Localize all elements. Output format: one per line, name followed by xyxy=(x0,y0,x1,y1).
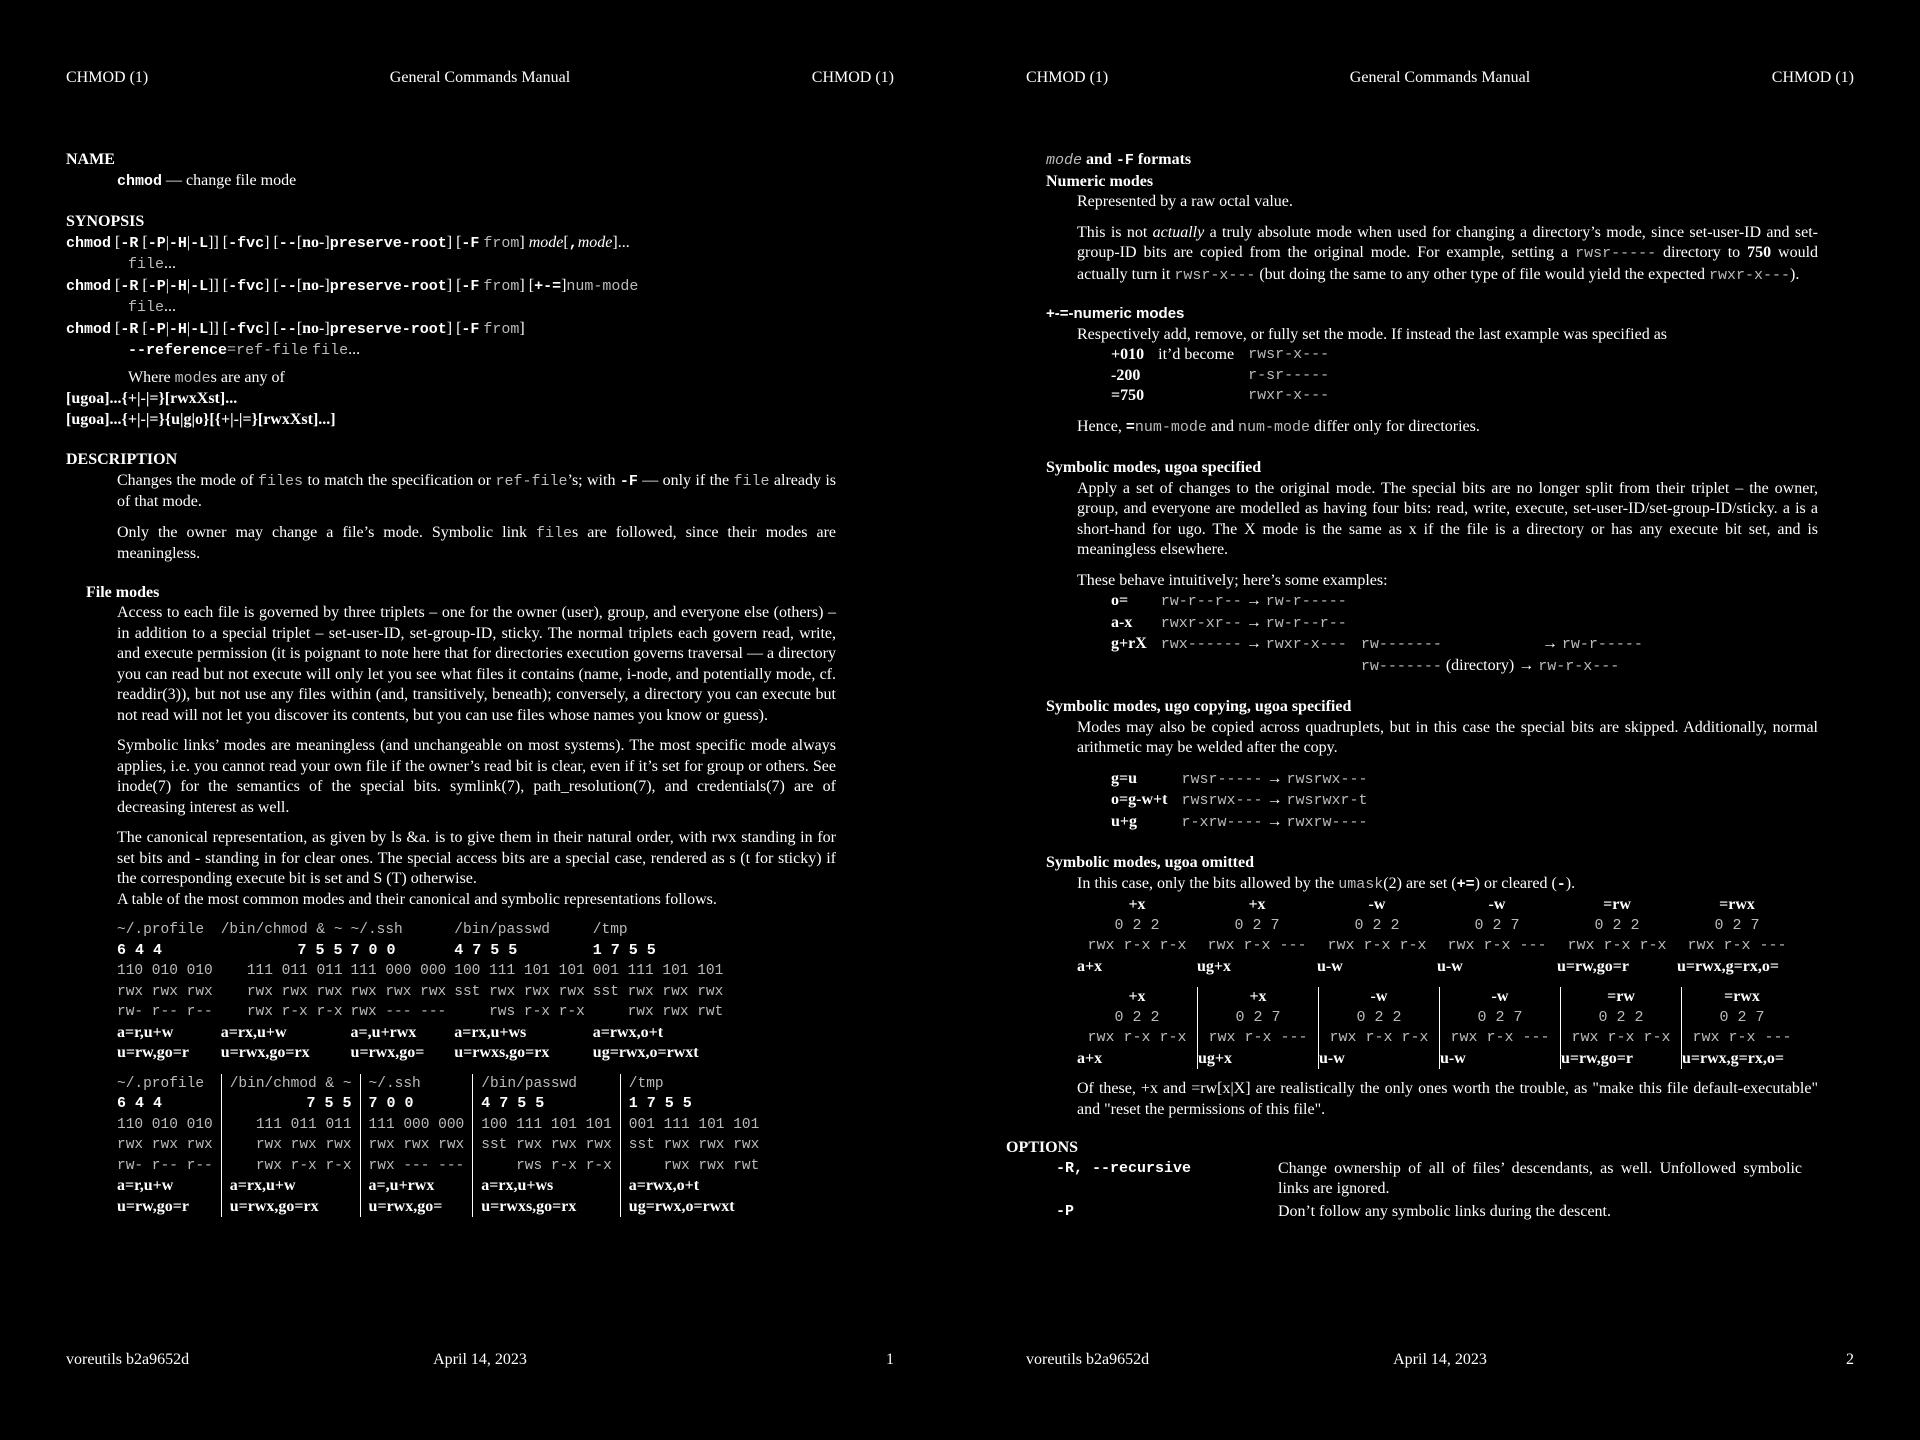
synopsis-block xyxy=(66,233,836,431)
footer-page-number: 1 xyxy=(886,1351,894,1368)
footer-left: voreutils b2a9652d xyxy=(66,1351,190,1368)
description-para-2: Only the owner may change a file’s mode. Symbolic link files are followed, since their modes are meaningless. xyxy=(117,523,836,562)
file-modes-block xyxy=(117,603,836,1217)
footer-center: April 14, 2023 xyxy=(1393,1351,1487,1368)
section-description-heading: DESCRIPTION xyxy=(66,451,178,468)
example-row: rw------- (directory) → rw-r-x--- xyxy=(1360,656,1620,675)
modes-table-ruled: ~/.profile /bin/chmod & ~ ~/.ssh /bin/passwd /tmp 6 4 4 7 5 5 7 0 0 4 7 5 5 1 7 5 5 110 010 010 111 011 011 111 000 000 100 111 101 101 001 111 101 101 rwx rwx rwx rwx rwx rwx rwx rwx rwx sst rwx rwx rwx sst rwx rwx rwx rw- r-- r-- rwx r-x r-x rwx --- --- rws r-x r-x rwx rwx rwt a=r,u+w a=rx,u+w a=,u+rwx a=rx,u+ws a=rwx,o+t u=rw,go=r u=rwx,go=rx u=rwx,go= u=rwxs,go=rx ug=rwx,o=rwxt xyxy=(117,1074,767,1218)
name-line xyxy=(117,171,836,193)
command-name: chmod xyxy=(117,172,163,190)
omitted-para-1: In this case, only the bits allowed by the umask(2) are set (+=) or cleared (-). xyxy=(1077,874,1576,893)
symbolic-para-2: These behave intuitively; here’s some examples: xyxy=(1077,571,1388,589)
modes-table-row-rwx: rwx rwx rwx rwx rwx rwx rwx rwx rwx sst rwx rwx rwx sst rwx rwx rwx xyxy=(117,983,724,1000)
header-center: General Commands Manual xyxy=(389,69,571,86)
symbolic-para-1: Apply a set of changes to the original mode. The special bits are no longer split from their triplet – the owner, group, and everyone are modelled as having four bits: read, write, execute, set-user-ID/set-group-ID/sticky. a is a short-hand for ugo. The X mode is the same as x if the file is a directory or has any execute bit set, and is meaningless elsewhere. xyxy=(1077,479,1818,558)
section-synopsis-heading: SYNOPSIS xyxy=(66,213,145,230)
modes-table-row-path: ~/.profile /bin/chmod & ~ ~/.ssh /bin/passwd /tmp xyxy=(117,922,628,938)
file-modes-para-2: Symbolic links’ modes are meaningless (and unchangeable on most systems). The most specific mode always applies, i.e. you cannot read your own file if the owner’s read bit is clear, even if it’s set for group or others. See inode(7) for the semantics of the special bits. symlink(7), path_resolution(7), and credentials(7) are of decreasing interest as well. xyxy=(117,737,836,816)
synopsis-line-2: chmod [-R [-P|-H|-L]] [-fvc] [--[no-]preserve-root] [-F from] [+-=]num-mode xyxy=(66,276,639,295)
numeric-modes-block xyxy=(1077,192,1818,286)
page-footer xyxy=(66,1350,894,1370)
pm-numeric-block xyxy=(1077,325,1818,439)
header-left: CHMOD (1) xyxy=(1026,69,1109,86)
formats-heading: mode and -F formats xyxy=(1046,151,1192,169)
modes-table-row-octal: 6 4 4 7 5 5 7 0 0 4 7 5 5 1 7 5 5 xyxy=(117,941,656,959)
footer-left: voreutils b2a9652d xyxy=(1026,1351,1150,1368)
page-2-body xyxy=(1006,150,1819,1224)
modes-table-plain xyxy=(117,920,731,1064)
synopsis-form-1: [ugoa]...{+|-|=}[rwxXst]... xyxy=(66,390,238,407)
file-modes-para-1: Access to each file is governed by three triplets – one for the owner (user), group, and everyone else (others) – in addition to a special triplet – set-user-ID, set-group-ID, sticky. The normal triplets each govern read, write, and execute permission (it is poignant to note here that for directories execution governs traversal — a directory you can read but not execute will only let you see what files it contains (name, i-node, and potentially mode, cf. readdir(3)), but not use any files within (and, transitively, beneath); conversely, a directory you can execute but not read will not let you discover its contents, but you can use files whose names you know or guess). xyxy=(117,604,836,724)
footer-page-number: 2 xyxy=(1846,1351,1854,1368)
synopsis-line-2-cont: file... xyxy=(128,298,177,316)
pm-numeric-heading: +-=-numeric modes xyxy=(1046,305,1185,322)
modes-table-row-sym2: u=rw,go=r u=rwx,go=rx u=rwx,go= u=rwxs,go=rx ug=rwx,o=rwxt xyxy=(117,1044,699,1061)
description-block xyxy=(117,471,836,565)
umask-table-ruled: +x +x -w -w =rw =rwx 0 2 2 0 2 7 0 2 2 0 2 7 0 2 2 0 2 7 rwx r-x r-x rwx r-x --- rwx r-x r-x rwx r-x --- rwx r-x r-x rwx r-x --- a+x ug+x u-w u-w u=rw,go=r u=rwx,g=rx,o= xyxy=(1077,987,1802,1069)
omitted-para-2: Of these, +x and =rw[x|X] are realistically the only ones worth the trouble, as "make this file default-executable" and "reset the permissions of this file". xyxy=(1077,1080,1818,1118)
options-table xyxy=(1056,1159,1802,1225)
modes-table-row-sym1: a=r,u+w a=rx,u+w a=,u+rwx a=rx,u+ws a=rwx,o+t xyxy=(117,1023,664,1041)
page-header xyxy=(1026,68,1854,88)
example-row: g+rX rwx------ → rwxr-x--- rw------- → rw-r----- xyxy=(1111,635,1643,653)
modes-table-row-canonical: rw- r-- r-- rwx r-x r-x rwx --- --- rws r-x r-x rwx rwx rwt xyxy=(117,1004,724,1020)
symbolic-omitted-block xyxy=(1077,874,1818,1121)
header-center: General Commands Manual xyxy=(1349,69,1531,86)
symbolic-omitted-heading: Symbolic modes, ugoa omitted xyxy=(1046,854,1254,871)
synopsis-form-2: [ugoa]...{+|-|=}{u|g|o}[{+|-|=}[rwxXst]...] xyxy=(66,410,336,428)
symbolic-specified-heading: Symbolic modes, ugoa specified xyxy=(1046,459,1262,476)
pm-example-table: +010 it’d become rwsr-x--- -200 r-sr----- =750 rwxr-x--- xyxy=(1111,346,1330,404)
page-2 xyxy=(960,0,1920,1440)
example-row: a-x rwxr-xr-- → rw-r--r-- xyxy=(1111,613,1347,632)
example-row: o= rw-r--r-- → rw-r----- xyxy=(1111,592,1347,610)
synopsis-line-3: chmod [-R [-P|-H|-L]] [-fvc] [--[no-]preserve-root] [-F from] xyxy=(66,319,525,338)
umask-table-plain: +x +x -w -w =rw =rwx 0 2 2 0 2 7 0 2 2 0 2 7 0 2 2 0 2 7 rwx r-x r-x rwx r-x --- rwx r-x r-x rwx r-x --- rwx r-x r-x rwx r-x --- a+x ug+x u-w u-w u=rw,go=r u=rwx,g=rx,o= xyxy=(1077,896,1787,975)
page-footer xyxy=(1026,1350,1854,1370)
symbolic-copying-block xyxy=(1077,718,1818,834)
symbolic-examples-table xyxy=(1111,591,1657,677)
pm-para-1: Respectively add, remove, or fully set the mode. If instead the last example was specified as xyxy=(1077,325,1668,343)
page-1-body xyxy=(66,150,836,1217)
section-name-heading: NAME xyxy=(66,151,115,168)
description-para-1: Changes the mode of files to match the specification or ref-file’s; with -F — only if the file already is of that mode. xyxy=(117,471,837,510)
header-left: CHMOD (1) xyxy=(66,69,149,86)
subsection-file-modes-heading: File modes xyxy=(86,583,160,601)
header-right: CHMOD (1) xyxy=(811,69,894,86)
footer-center: April 14, 2023 xyxy=(433,1351,527,1368)
numeric-para-1: Represented by a raw octal value. xyxy=(1077,193,1293,210)
pm-para-2: Hence, =num-mode and num-mode differ only for directories. xyxy=(1077,417,1480,436)
symbolic-specified-block xyxy=(1077,479,1818,678)
copying-examples-table: g=u rwsr----- → rwsrwx--- o=g-w+t rwsrwx--- → rwsrwxr-t u+g r-xrw---- → rwxrw---- xyxy=(1111,769,1368,831)
numeric-para-2: This is not actually a truly absolute mode when used for changing a directory’s mode, since set-user-ID and set-group-ID bits are copied from the original mode. For example, setting a rwsr----- directory to 750 would actually turn it rwsr-x--- (but doing the same to any other type of file would yield the expected rwxr-x---). xyxy=(1077,223,1819,284)
modes-table-row-binary: 110 010 010 111 011 011 111 000 000 100 111 101 101 001 111 101 101 xyxy=(117,963,724,979)
page-header xyxy=(66,68,894,88)
file-modes-para-4: A table of the most common modes and their canonical and symbolic representations follows. xyxy=(117,890,717,908)
synopsis-line-1-cont: file... xyxy=(128,255,177,273)
header-right: CHMOD (1) xyxy=(1771,69,1854,86)
synopsis-line-1: chmod [-R [-P|-H|-L]] [-fvc] [--[no-]preserve-root] [-F from] mode[,mode]... xyxy=(66,233,630,252)
symbolic-copying-heading: Symbolic modes, ugo copying, ugoa specified xyxy=(1046,698,1352,715)
synopsis-line-3-cont: --reference=ref-file file... xyxy=(128,341,361,359)
numeric-modes-heading: Numeric modes xyxy=(1046,172,1154,190)
file-modes-para-3: The canonical representation, as given by ls &a. is to give them in their natural order, with rwx standing in for set bits and - standing in for clear ones. The special access bits are a special case, rendered as s (t for sticky) if the corresponding execute bit is set and S (T) otherwise. xyxy=(117,829,836,887)
section-options-heading: OPTIONS xyxy=(1006,1139,1079,1156)
option-recursive: -R, --recursive Change ownership of all of files’ descendants, as well. Unfollowed symbolic links are ignored. xyxy=(1056,1159,1802,1197)
command-description: — change file mode xyxy=(162,171,297,189)
copying-para-1: Modes may also be copied across quadruplets, but in this case the special bits are skipped. Additionally, normal arithmetic may be welded after the copy. xyxy=(1077,718,1818,756)
option-no-follow: -P Don’t follow any symbolic links during the descent. xyxy=(1056,1202,1611,1220)
synopsis-where: Where modes are any of xyxy=(128,368,285,387)
